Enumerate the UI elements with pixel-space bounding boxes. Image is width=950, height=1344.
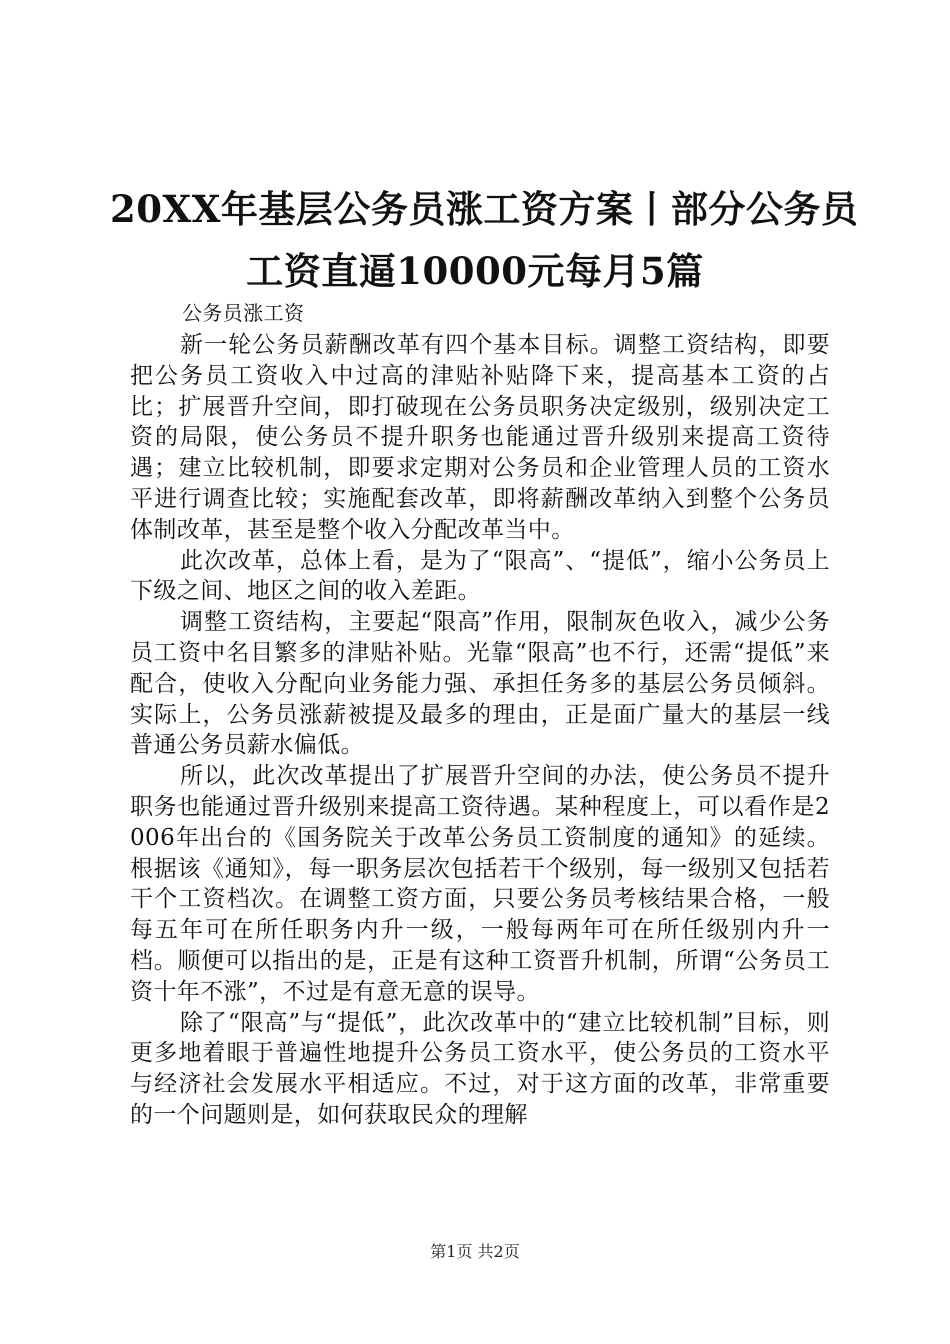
paragraph-5: 除了“限高”与“提低”，此次改革中的“建立比较机制”目标，则更多地着眼于普遍性地提升公务员工资水平，使公务员的工资水平与经济社会发展水平相适应。不过，对于这方面的改革，非常重要的一个问题则是，如何获取民众的理解 (130, 1009, 830, 1128)
document-title (110, 178, 859, 302)
paragraph-3: 调整工资结构，主要起“限高”作用，限制灰色收入，减少公务员工资中名目繁多的津贴补贴。光靠“限高”也不行，还需“提低”来配合，使收入分配向业务能力强、承担任务多的基层公务员倾斜。实际上，公务员涨薪被提及最多的理由，正是面广量大的基层一线普通公务员薪水偏低。 (130, 609, 830, 759)
title-line-2: 工资直逼10000元每月5篇 (246, 249, 704, 293)
paragraph-2: 此次改革，总体上看，是为了“限高”、“提低”，缩小公务员上下级之间、地区之间的收入差距。 (130, 547, 830, 605)
title-line-1: 20XX年基层公务员涨工资方案丨部分公务员 (110, 187, 859, 231)
paragraph-4: 所以，此次改革提出了扩展晋升空间的办法，使公务员不提升职务也能通过晋升级别来提高工资待遇。某种程度上，可以看作是2006年出台的《国务院关于改革公务员工资制度的通知》的延续。根据该《通知》，每一职务层次包括若干个级别，每一级别又包括若干个工资档次。在调整工资方面，只要公务员考核结果合格，一般每五年可在所任职务内升一级，一般每两年可在所任级别内升一档。顺便可以指出的是，正是有这种工资晋升机制，所谓“公务员工资十年不涨”，不过是有意无意的误导。 (130, 763, 830, 1005)
section-subheading: 公务员涨工资 (182, 301, 305, 325)
page-footer: 第1页 共2页 (430, 1242, 520, 1261)
document-body (130, 296, 830, 1131)
paragraph-1: 新一轮公务员薪酬改革有四个基本目标。调整工资结构，即要把公务员工资收入中过高的津贴补贴降下来，提高基本工资的占比；扩展晋升空间，即打破现在公务员职务决定级别，级别决定工资的局限，使公务员不提升职务也能通过晋升级别来提高工资待遇；建立比较机制，即要求定期对公务员和企业管理人员的工资水平进行调查比较；实施配套改革，即将薪酬改革纳入到整个公务员体制改革，甚至是整个收入分配改革当中。 (130, 332, 830, 543)
